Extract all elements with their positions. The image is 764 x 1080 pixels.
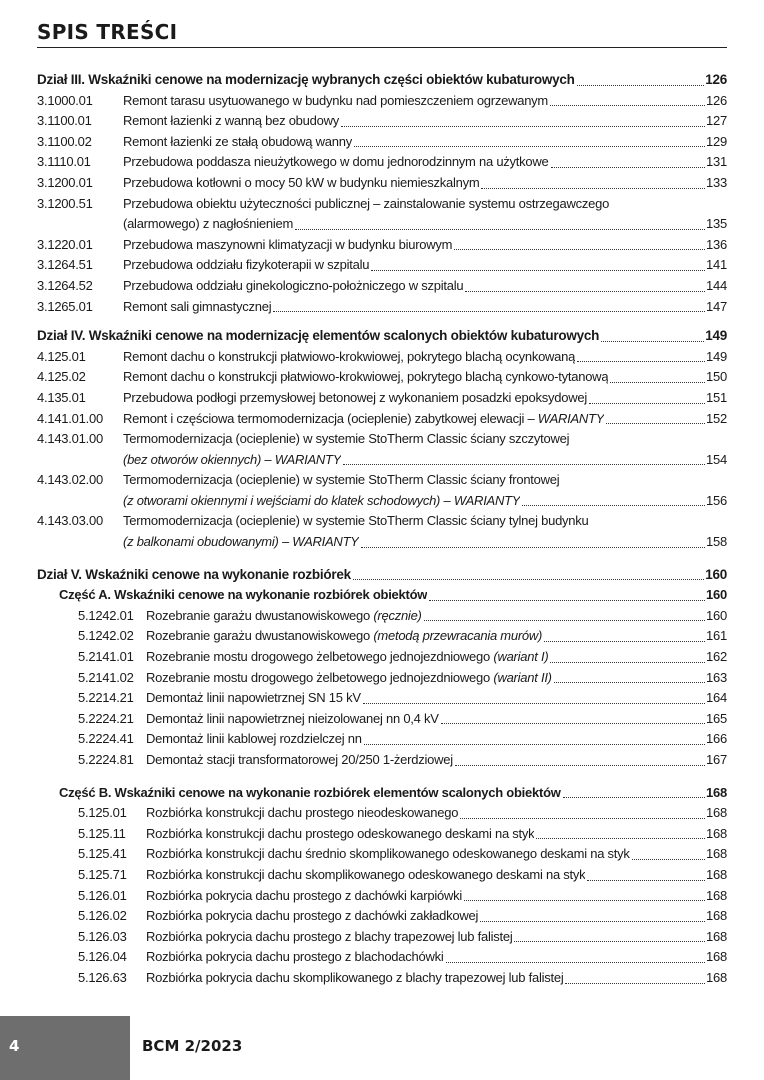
- toc-entry-title-text: Przebudowa kotłowni o mocy 50 kW w budynku niemieszkalnym: [123, 174, 480, 190]
- dot-leader: [601, 341, 704, 342]
- toc-entry-code: 3.1100.02: [37, 133, 92, 149]
- toc-entry-title: [146, 824, 534, 845]
- toc-entry-page: 168: [706, 949, 727, 965]
- toc-entry-title: Termomodernizacja (ocieplenie) w systemie StoTherm Classic ściany szczytowej: [123, 431, 570, 447]
- toc-entry-title: [37, 565, 351, 586]
- dot-leader: [424, 620, 705, 621]
- dot-leader: [563, 797, 705, 798]
- toc-entry-page: 168: [706, 825, 727, 841]
- toc-entry-title: [123, 409, 604, 430]
- toc-entry[interactable]: [37, 511, 727, 552]
- dot-leader: [536, 838, 705, 839]
- toc-entry-title-text: Rozebranie mostu drogowego żelbetowego jednojezdniowego: [146, 669, 490, 685]
- toc-entry-page: 135: [706, 216, 727, 232]
- toc-entry-title: [146, 906, 478, 927]
- toc-entry[interactable]: [37, 91, 727, 112]
- toc-entry-code: 3.1264.52: [37, 277, 93, 293]
- toc-entry-page: 168: [706, 908, 727, 924]
- toc-entry-page: 127: [706, 113, 727, 129]
- toc-entry-title: [146, 709, 439, 730]
- toc-section-heading[interactable]: [37, 565, 727, 586]
- toc-entry-title: [146, 626, 542, 647]
- dot-leader: [273, 311, 705, 312]
- toc-entry-page: 166: [706, 731, 727, 747]
- toc-entry-title: [146, 803, 458, 824]
- toc-entry-title: [146, 844, 630, 865]
- toc-entry-code: 3.1000.01: [37, 92, 93, 108]
- toc-entry-code: 5.2141.01: [78, 649, 134, 665]
- toc-entry-title: Termomodernizacja (ocieplenie) w systemie StoTherm Classic ściany frontowej: [123, 472, 560, 488]
- toc-entry-code: 4.143.02.00: [37, 472, 103, 488]
- toc-entry-code: 5.126.01: [78, 887, 127, 903]
- toc-entry-title: [123, 347, 575, 368]
- footer-page-number: 4: [9, 1037, 20, 1055]
- toc-entry-title: [146, 886, 462, 907]
- toc-entry-title-text: Rozbiórka konstrukcji dachu prostego nieodeskowanego: [146, 805, 459, 821]
- dot-leader: [465, 291, 705, 292]
- toc-entry[interactable]: [37, 409, 727, 430]
- toc-entry-code: 5.2214.21: [78, 690, 134, 706]
- toc-entry-code: 5.2224.41: [78, 731, 134, 747]
- toc-entry-code: 5.126.63: [78, 969, 127, 985]
- dot-leader: [341, 126, 705, 127]
- toc-entry[interactable]: [37, 297, 727, 318]
- dot-leader: [441, 723, 705, 724]
- toc-section-heading[interactable]: [37, 326, 727, 347]
- toc-entry[interactable]: [37, 255, 727, 276]
- toc-entry-title: [123, 297, 271, 318]
- toc-entry-page: 154: [706, 451, 727, 467]
- toc-entry[interactable]: [37, 276, 727, 297]
- toc-entry-code: 4.125.01: [37, 348, 86, 364]
- toc-entry[interactable]: [37, 606, 727, 627]
- toc-entry[interactable]: [37, 927, 727, 948]
- toc-entry-title: [146, 668, 552, 689]
- toc-entry-title-italic: (ręcznie): [369, 607, 422, 623]
- toc-entry-title: [146, 750, 453, 771]
- toc-entry-title-text: Demontaż linii napowietrznej nieizolowanej nn 0,4 kV: [146, 710, 439, 726]
- toc-entry-title-text: Rozbiórka pokrycia dachu prostego z dachówki zakładkowej: [146, 908, 479, 924]
- toc-entry[interactable]: [37, 626, 727, 647]
- toc-entry-page: 165: [706, 710, 727, 726]
- dot-leader: [464, 900, 705, 901]
- toc-entry-title: [123, 235, 452, 256]
- toc-entry-code: 5.125.11: [78, 825, 126, 841]
- toc-entry-code: 3.1200.01: [37, 174, 93, 190]
- toc-entry-title-text: Przebudowa oddziału fizykoterapii w szpitalu: [123, 257, 370, 273]
- dot-leader: [295, 229, 705, 230]
- toc-entry-title-text: Remont sali gimnastycznej: [123, 298, 272, 314]
- toc-entry-title-continued: (z otworami okiennymi i wejściami do klatek schodowych) – WARIANTY: [123, 492, 521, 508]
- toc-entry-title-text: Remont łazienki z wanną bez obudowy: [123, 113, 339, 129]
- toc-entry-page: 149: [706, 348, 727, 364]
- toc-entry-page: 168: [706, 928, 727, 944]
- toc-entry-page: 126: [705, 72, 727, 87]
- dot-leader: [460, 818, 705, 819]
- dot-leader: [577, 361, 705, 362]
- toc-entry-code: 3.1200.51: [37, 195, 93, 211]
- toc-entry-code: 4.135.01: [37, 389, 86, 405]
- toc-entry-title-text: Demontaż linii napowietrznej SN 15 kV: [146, 690, 361, 706]
- toc-entry[interactable]: [37, 347, 727, 368]
- toc-entry-page: 150: [706, 369, 727, 385]
- toc-entry-title: [123, 152, 549, 173]
- dot-leader: [550, 105, 705, 106]
- toc-entry-code: 5.126.03: [78, 928, 127, 944]
- toc-entry-code: 5.126.02: [78, 908, 127, 924]
- toc-entry-page: 149: [705, 328, 727, 344]
- toc-entry-title-text: Dział IV. Wskaźniki cenowe na modernizację elementów scalonych obiektów kubaturowych: [37, 328, 600, 344]
- toc-entry-title: [146, 865, 585, 886]
- toc-entry-code: 4.141.01.00: [37, 410, 103, 426]
- toc-entry[interactable]: [37, 235, 727, 256]
- toc-entry-page: 168: [706, 887, 727, 903]
- toc-entry-title: [123, 255, 369, 276]
- toc-entry-code: 5.126.04: [78, 949, 127, 965]
- toc-entry-page: 161: [706, 628, 727, 644]
- toc-entry[interactable]: [37, 865, 727, 886]
- toc-entry[interactable]: [37, 111, 727, 132]
- toc-entry-page: 163: [706, 669, 727, 685]
- footer-tab: [0, 1016, 130, 1080]
- toc-entry-page: 131: [706, 154, 727, 170]
- toc-entry-title-text: Rozbiórka pokrycia dachu prostego z blachy trapezowej lub falistej: [146, 928, 513, 944]
- toc-part-heading[interactable]: [59, 585, 727, 606]
- toc-entry-page: 147: [706, 298, 727, 314]
- dot-leader: [514, 941, 705, 942]
- toc-entry[interactable]: [37, 470, 727, 511]
- toc-entry-code: 5.1242.01: [78, 607, 134, 623]
- toc-entry-code: 3.1100.01: [37, 113, 92, 129]
- toc-entry-title: [123, 132, 352, 153]
- toc-entry-title: [146, 729, 362, 750]
- toc-entry-code: 5.2141.02: [78, 669, 134, 685]
- toc-entry-title: [146, 606, 422, 627]
- toc-entry-title-italic: (wariant I): [490, 649, 549, 665]
- dot-leader: [610, 382, 705, 383]
- toc-entry-title-continued: (alarmowego) z nagłośnieniem: [123, 216, 294, 232]
- toc-entry-title-text: Przebudowa podłogi przemysłowej betonowej z wykonaniem posadzki epoksydowej: [123, 389, 587, 405]
- toc-entry-code: 5.1242.02: [78, 628, 134, 644]
- toc-entry-code: 5.2224.81: [78, 752, 134, 767]
- dot-leader: [551, 167, 706, 168]
- toc-entry[interactable]: [37, 668, 727, 689]
- toc-entry-title-text: Demontaż linii kablowej rozdzielczej nn: [146, 731, 362, 747]
- toc-entry-page: 144: [706, 277, 727, 293]
- toc-entry-title: [123, 388, 587, 409]
- dot-leader: [554, 682, 705, 683]
- toc-entry[interactable]: [37, 132, 727, 153]
- toc-entry-code: 5.125.01: [78, 805, 127, 821]
- toc-entry-page: 160: [706, 607, 727, 623]
- toc-entry-title: [59, 783, 561, 804]
- toc-entry[interactable]: [37, 152, 727, 173]
- toc-entry-title-text: Rozebranie mostu drogowego żelbetowego jednojezdniowego: [146, 649, 490, 665]
- toc-entry-title-text: Przebudowa maszynowni klimatyzacji w budynku biurowym: [123, 236, 453, 252]
- toc-entry[interactable]: [37, 429, 727, 470]
- toc-entry[interactable]: [37, 388, 727, 409]
- toc-entry-title: Termomodernizacja (ocieplenie) w systemie StoTherm Classic ściany tylnej budynku: [123, 513, 589, 529]
- toc-entry-title-text: Remont łazienki ze stałą obudową wanny: [123, 133, 352, 149]
- toc-entry-title-text: Rozbiórka pokrycia dachu prostego z dachówki karpiówki: [146, 887, 462, 903]
- toc-entry-title: [123, 91, 548, 112]
- toc-entry-page: 167: [706, 752, 727, 767]
- dot-leader: [364, 744, 705, 745]
- dot-leader: [587, 880, 705, 881]
- dot-leader: [371, 270, 705, 271]
- toc-entry-page: 160: [706, 587, 727, 603]
- toc-entry-code: 5.2224.21: [78, 710, 134, 726]
- toc-entry-page: 136: [706, 236, 727, 252]
- toc-entry[interactable]: [37, 968, 727, 989]
- toc-entry-title-text: Demontaż stacji transformatorowej 20/250 1-żerdziowej: [146, 752, 453, 767]
- toc-entry-title: [146, 688, 361, 709]
- toc-entry-page: 152: [706, 410, 727, 426]
- dot-leader: [565, 983, 705, 984]
- toc-entry-title: [146, 647, 548, 668]
- toc-section-heading[interactable]: [37, 70, 727, 91]
- toc-entry-code: 5.125.71: [78, 866, 127, 882]
- toc-entry[interactable]: [37, 886, 727, 907]
- dot-leader: [353, 579, 704, 580]
- toc-entry-title-continued: (bez otworów okiennych) – WARIANTY: [123, 451, 342, 467]
- toc-entry-title-text: Remont tarasu usytuowanego w budynku nad pomieszczeniem ogrzewanym: [123, 92, 549, 108]
- toc-entry-title-text: Rozbiórka konstrukcji dachu skomplikowanego odeskowanego deskami na styk: [146, 866, 586, 882]
- toc-entry[interactable]: [37, 709, 727, 730]
- dot-leader: [544, 641, 705, 642]
- dot-leader: [632, 859, 705, 860]
- toc-entry-title-text: Rozbiórka pokrycia dachu skomplikowanego z blachy trapezowej lub falistej: [146, 969, 564, 985]
- toc-entry-page: 168: [706, 866, 727, 882]
- toc-entry-page: 158: [706, 534, 727, 550]
- dot-leader: [522, 505, 705, 506]
- dot-leader: [455, 765, 705, 766]
- dot-leader: [577, 85, 705, 86]
- toc-entry-title-text: Rozbiórka konstrukcji dachu prostego odeskowanego deskami na styk: [146, 825, 535, 841]
- toc-entry-code: 3.1264.51: [37, 257, 93, 273]
- toc-entry-page: 126: [706, 92, 727, 108]
- toc-entry-page: 162: [706, 649, 727, 665]
- dot-leader: [446, 962, 706, 963]
- toc-entry-title-continued: (z balkonami obudowanymi) – WARIANTY: [123, 534, 359, 550]
- dot-leader: [343, 464, 705, 465]
- toc-entry-title-italic: (metodą przewracania murów): [369, 628, 543, 644]
- toc-entry-title-text: Przebudowa poddasza nieużytkowego w domu jednorodzinnym na użytkowe: [123, 154, 549, 170]
- dot-leader: [354, 146, 705, 147]
- dot-leader: [606, 423, 705, 424]
- toc-part-heading[interactable]: [59, 783, 727, 804]
- footer-publication: BCM 2/2023: [142, 1037, 243, 1055]
- toc-entry-code: 3.1110.01: [37, 154, 91, 170]
- toc-entry-code: 4.143.01.00: [37, 431, 103, 447]
- toc-entry-title-italic: (wariant II): [490, 669, 552, 685]
- toc-entry-title-text: Rozebranie garażu dwustanowiskowego: [146, 607, 370, 623]
- toc-entry-title: [146, 947, 444, 968]
- toc-entry-title-text: Remont dachu o konstrukcji płatwiowo-krokwiowej, pokrytego blachą ocynkowaną: [123, 348, 576, 364]
- toc-entry-title-text: Dział III. Wskaźniki cenowe na modernizację wybranych części obiektów kubaturowych: [37, 72, 575, 87]
- toc-entry-title-text: Przebudowa oddziału ginekologiczno-położniczego w szpitalu: [123, 277, 464, 293]
- toc-entry-title: [146, 968, 563, 989]
- toc-entry-title: [123, 367, 608, 388]
- toc-entry-page: 168: [706, 805, 727, 821]
- toc-entry[interactable]: [37, 647, 727, 668]
- toc-entry[interactable]: [37, 173, 727, 194]
- toc-entry[interactable]: [37, 844, 727, 865]
- dot-leader: [429, 600, 705, 601]
- toc-entry[interactable]: [37, 803, 727, 824]
- toc-entry[interactable]: [37, 824, 727, 845]
- toc-entry-page: 168: [706, 784, 727, 800]
- toc-entry[interactable]: [37, 688, 727, 709]
- dot-leader: [481, 188, 705, 189]
- toc-entry-code: 5.125.41: [78, 846, 127, 862]
- toc-entry-title: [59, 585, 427, 606]
- toc-entry-page: 168: [706, 846, 727, 862]
- toc-entry-title: [123, 276, 463, 297]
- dot-leader: [363, 703, 705, 704]
- toc-entry-code: 4.143.03.00: [37, 513, 103, 529]
- toc-entry-code: 4.125.02: [37, 369, 86, 385]
- page-title: SPIS TREŚCI: [37, 20, 727, 48]
- toc-entry-title: Przebudowa obiektu użyteczności publicznej – zainstalowanie systemu ostrzegawczego: [123, 195, 610, 211]
- toc-entry-page: 129: [706, 133, 727, 149]
- toc-entry-page: 141: [706, 257, 727, 273]
- toc-entry-page: 160: [705, 566, 727, 582]
- toc-entry-page: 156: [706, 492, 727, 508]
- toc-entry-title: [37, 70, 575, 91]
- toc-entry-page: 133: [706, 174, 727, 190]
- toc-entry-title-text: Remont dachu o konstrukcji płatwiowo-krokwiowej, pokrytego blachą cynkowo-tytanową: [123, 369, 609, 385]
- toc-entry-title: [146, 927, 512, 948]
- toc-entry-title-text: Dział V. Wskaźniki cenowe na wykonanie rozbiórek: [37, 566, 351, 582]
- toc-entry[interactable]: [37, 367, 727, 388]
- toc-entry[interactable]: [37, 906, 727, 927]
- table-of-contents: [37, 70, 727, 989]
- toc-entry[interactable]: [37, 729, 727, 750]
- toc-entry-title: [37, 326, 599, 347]
- toc-entry-page: 164: [706, 690, 727, 706]
- toc-entry-title-text: Część A. Wskaźniki cenowe na wykonanie rozbiórek obiektów: [59, 587, 428, 603]
- dot-leader: [589, 403, 705, 404]
- toc-entry-title: [123, 173, 479, 194]
- toc-entry[interactable]: [37, 750, 727, 771]
- toc-entry[interactable]: [37, 194, 727, 235]
- toc-entry-title-italic: WARIANTY: [534, 410, 605, 426]
- toc-entry-title: [123, 111, 339, 132]
- toc-entry-title-text: Remont i częściowa termomodernizacja (ocieplenie) zabytkowej elewacji –: [123, 410, 535, 426]
- toc-entry-title-text: Rozebranie garażu dwustanowiskowego: [146, 628, 370, 644]
- dot-leader: [361, 547, 705, 548]
- toc-entry-code: 3.1265.01: [37, 298, 93, 314]
- toc-entry-code: 3.1220.01: [37, 236, 93, 252]
- toc-entry-title-text: Rozbiórka pokrycia dachu prostego z blachodachówki: [146, 949, 444, 965]
- toc-entry-page: 168: [706, 969, 727, 985]
- dot-leader: [454, 249, 705, 250]
- dot-leader: [550, 662, 705, 663]
- toc-entry-title-text: Część B. Wskaźniki cenowe na wykonanie rozbiórek elementów scalonych obiektów: [59, 784, 561, 800]
- toc-entry[interactable]: [37, 947, 727, 968]
- toc-entry-page: 151: [706, 389, 727, 405]
- toc-entry-title-text: Rozbiórka konstrukcji dachu średnio skomplikowanego odeskowanego deskami na styk: [146, 846, 630, 862]
- dot-leader: [480, 921, 705, 922]
